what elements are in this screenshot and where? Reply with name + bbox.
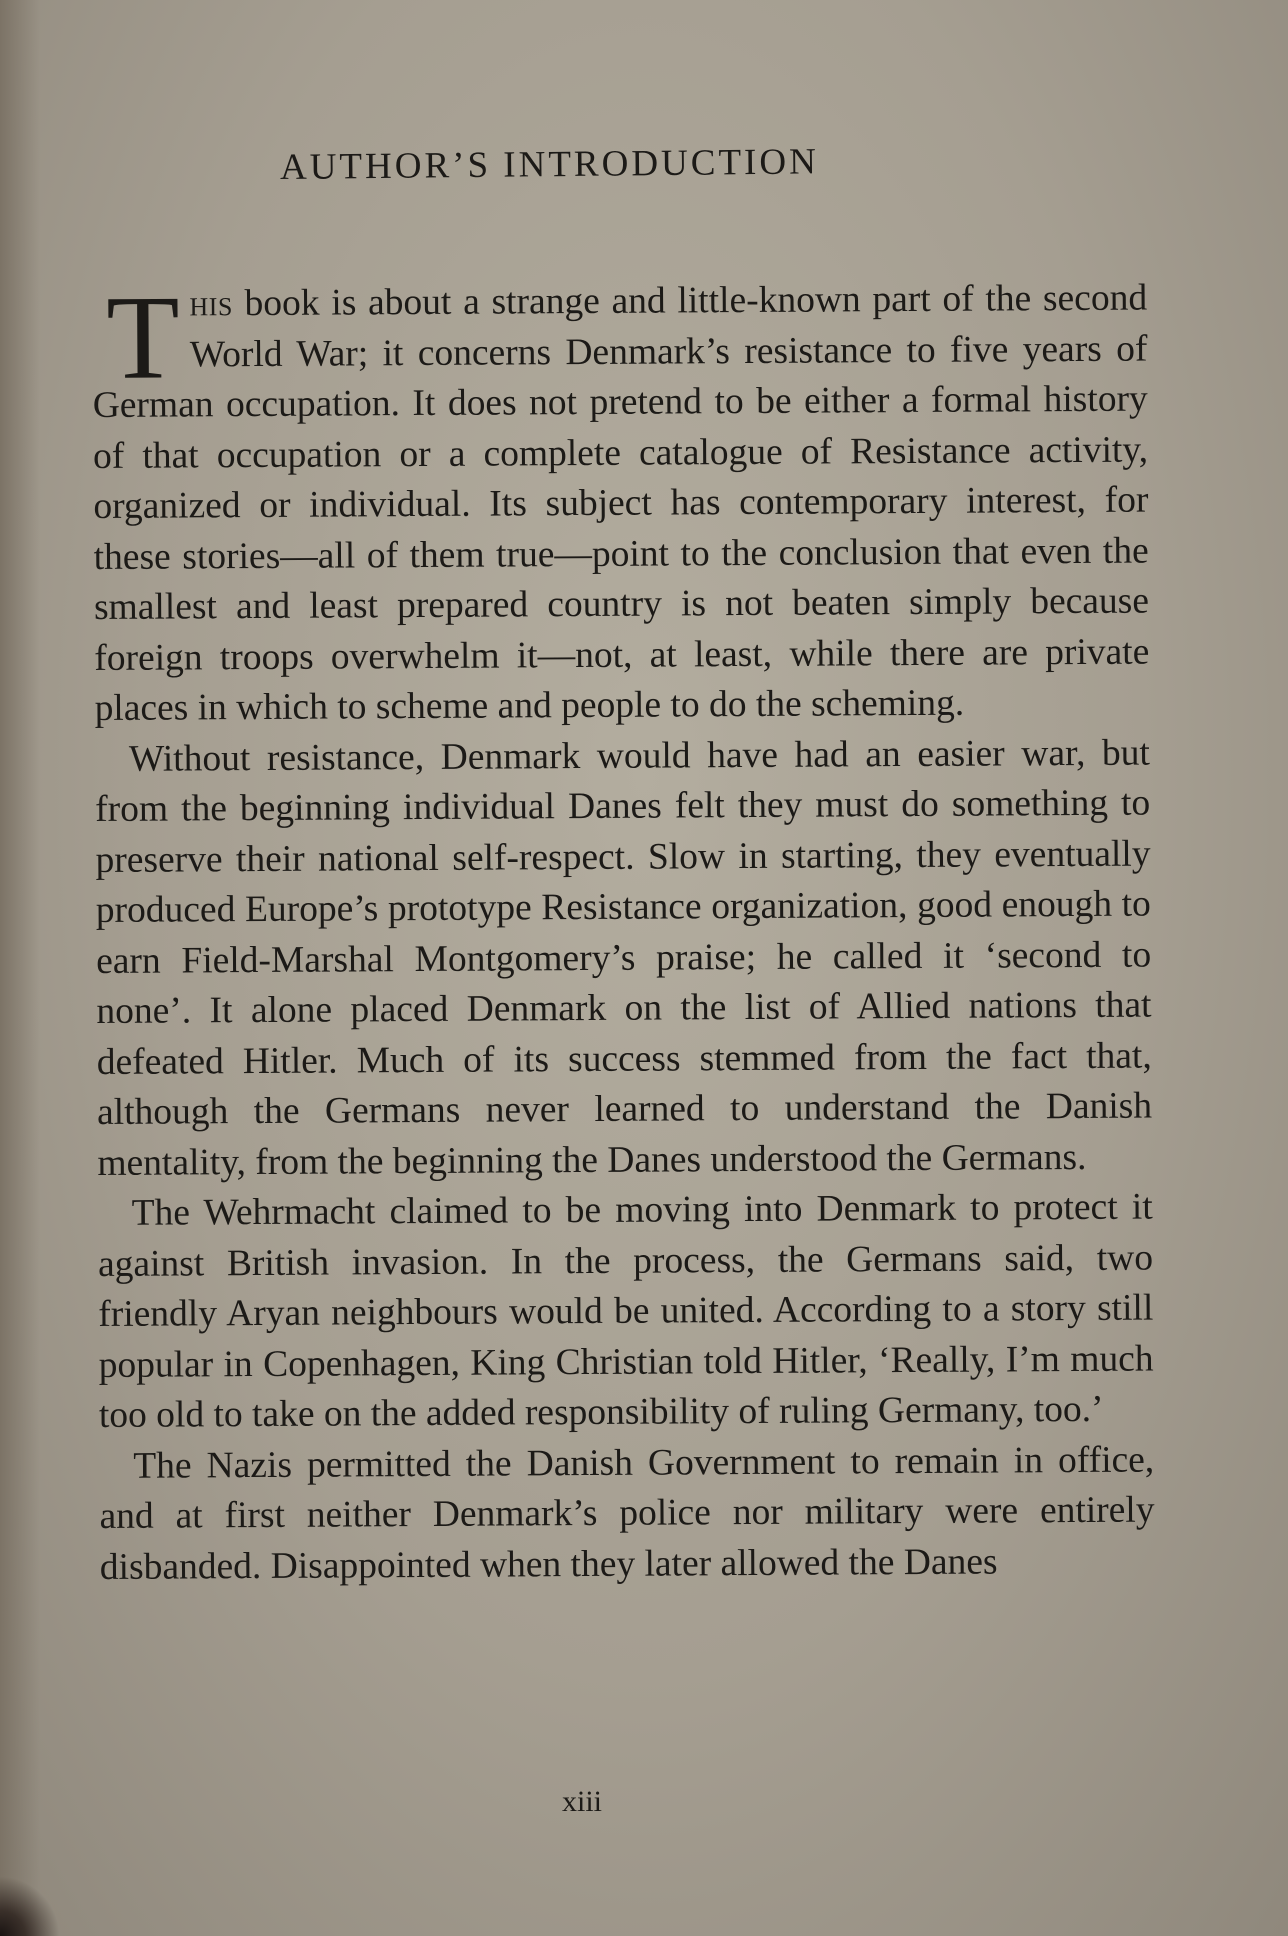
paragraph-4: The Nazis permitted the Danish Government to remain in office, and at first neither Denmark’s police nor military were entirely disbanded. Disappointed when they later allowed the Danes bbox=[99, 1439, 1155, 1588]
paragraph-1 bbox=[92, 270, 1150, 735]
body-text bbox=[92, 270, 1155, 1593]
running-head: AUTHOR’S INTRODUCTION bbox=[279, 141, 820, 188]
page-number: xiii bbox=[562, 1785, 603, 1818]
paragraph-1-text: book is about a strange and little-known part of the second World War; it concerns Denmark’s resistance to five years of German occupation. It does not pretend to be either a formal history of that occupation or a complete catalogue of Resistance activity, organized or individual. Its subject has contemporary interest, for these stories—all of them true—point to the conclusion that even the smallest and least prepared country is not beaten simply because foreign troops overwhelm it—not, at least, while there are private places in which to scheme and people to do the scheming. bbox=[92, 277, 1150, 729]
paragraph-2: Without resistance, Denmark would have had an easier war, but from the beginning individual Danes felt they must do something to preserve their national self-respect. Slow in starting, they eventually produced Europe’s prototype Resistance organization, good enough to earn Field-Marshal Montgomery’s praise; he called it ‘second to none’. It alone placed Denmark on the list of Allied nations that defeated Hitler. Much of its success stemmed from the fact that, although the Germans never learned to understand the Danish mentality, from the beginning the Danes understood the Germans. bbox=[95, 732, 1153, 1184]
corner-shadow bbox=[0, 1876, 60, 1936]
paragraph-3: The Wehrmacht claimed to be moving into Denmark to protect it against British invasion. In the process, the Germans said, two friendly Aryan neighbours would be united. According to a story still popular in Copenhagen, King Christian told Hitler, ‘Really, I’m much too old to take on the added responsibility of ruling Germany, too.’ bbox=[97, 1186, 1154, 1436]
small-caps-lead: his bbox=[189, 283, 233, 325]
drop-cap: T bbox=[105, 270, 181, 404]
